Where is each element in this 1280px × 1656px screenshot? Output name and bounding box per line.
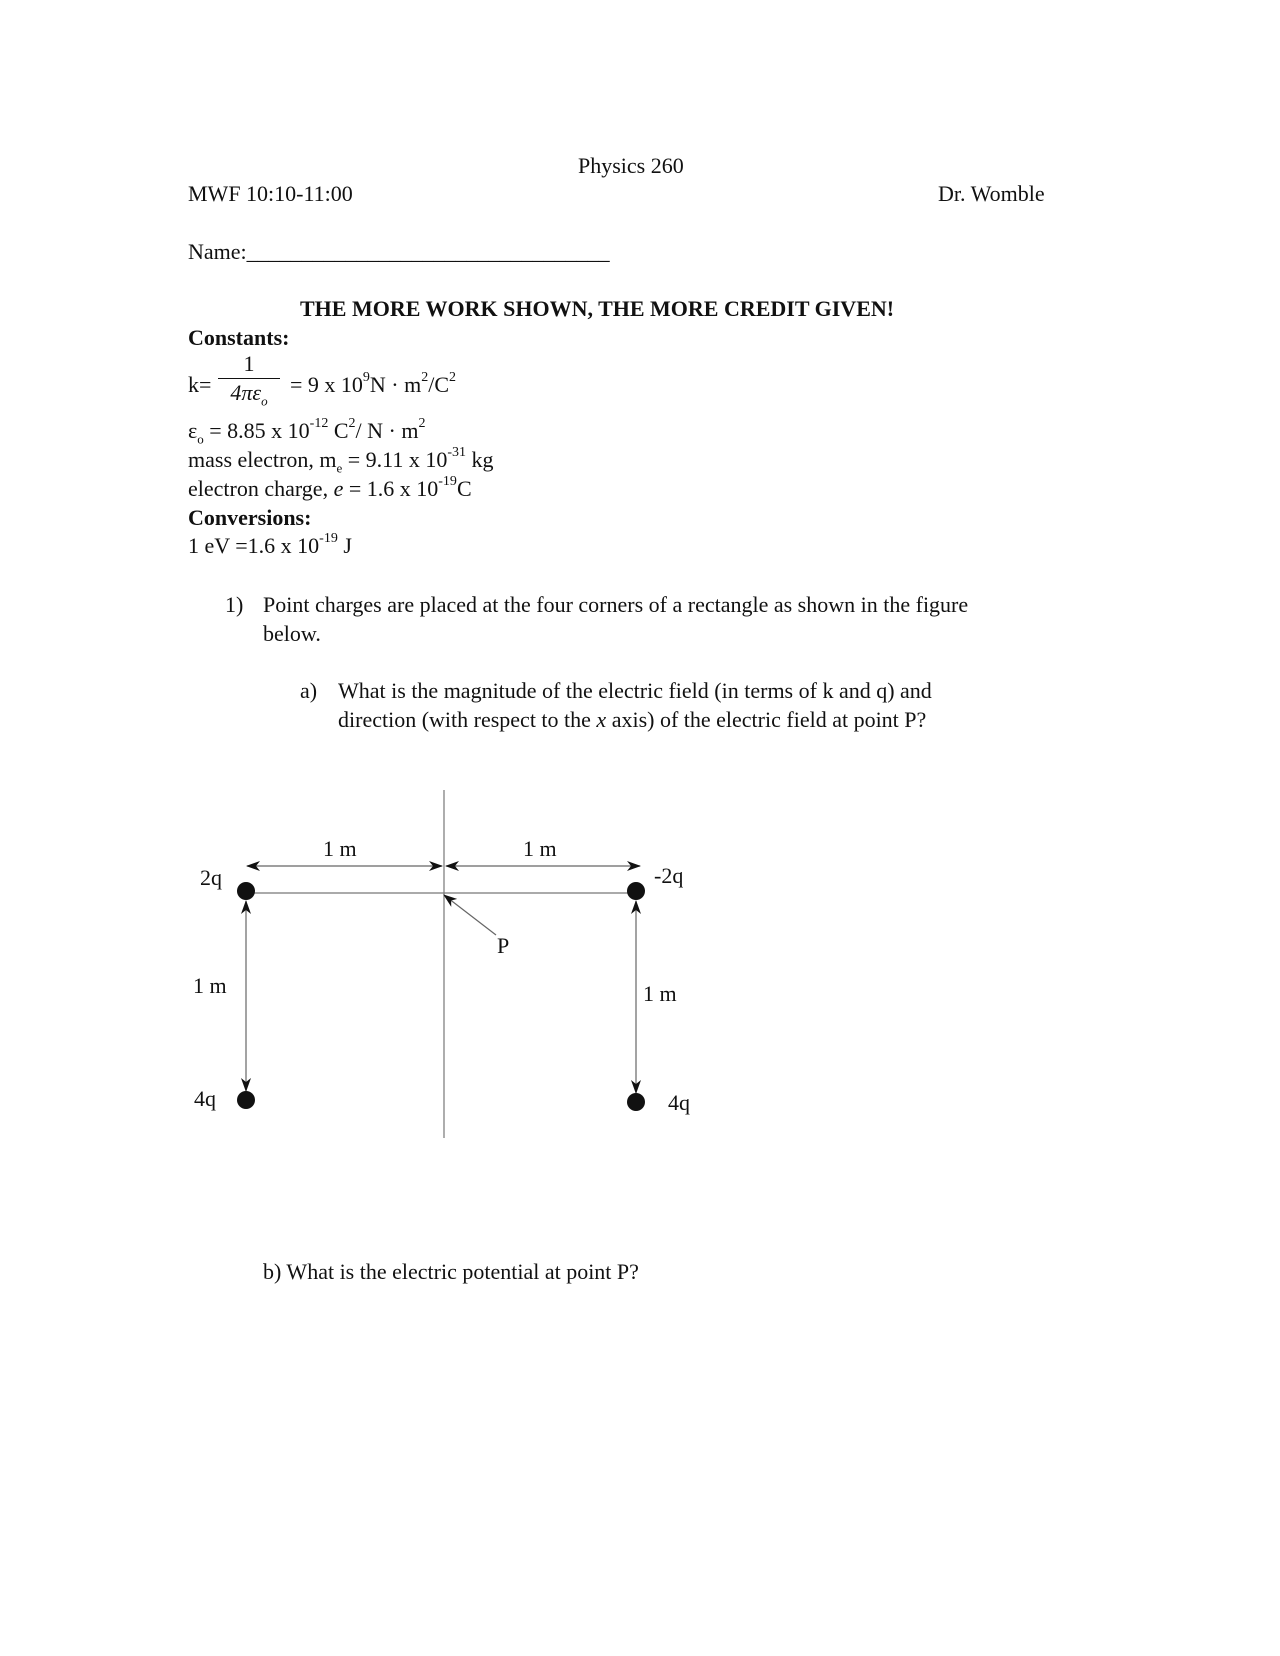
ev-conversion: 1 eV =1.6 x $10^{-19}$ J: [188, 531, 352, 558]
charge-bottom-right-label: 4q: [668, 1090, 690, 1115]
question-1-line-1: Point charges are placed at the four corners of a rectangle as shown in the figure: [263, 592, 969, 617]
electron-charge-constant: electron charge, e = 1.6 x $10^{-19}C$: [188, 474, 472, 501]
constants-heading: Constants:: [188, 325, 290, 350]
permittivity-constant: $\varepsilon_o = 8.85$ x $10^{-12}$ $C^2/$ $N \cdot m^2$: [188, 416, 426, 447]
fraction-numerator: 1: [243, 351, 255, 376]
electron-mass-constant: mass electron, $m_e = 9.11$ x $10^{-31}$ kg: [188, 445, 494, 476]
course-title: Physics 260: [578, 153, 684, 178]
charge-top-right-dot: [627, 882, 645, 900]
instructor-name: Dr. Womble: [938, 181, 1045, 206]
name-blank-line: _________________________________: [246, 239, 610, 264]
conversions-heading: Conversions:: [188, 505, 312, 530]
question-1-line-2: below.: [263, 621, 321, 646]
charge-bottom-left-label: 4q: [194, 1086, 216, 1111]
part-a-line-1: What is the magnitude of the electric field (in terms of k and q) and: [338, 678, 932, 703]
dimension-label-left-top: 1 m: [323, 836, 357, 861]
point-p-pointer-arrow: [444, 895, 496, 935]
class-schedule: MWF 10:10-11:00: [188, 181, 353, 206]
part-a-line-2: direction (with respect to the x axis) of the electric field at point P?: [338, 707, 927, 732]
dimension-label-right-top: 1 m: [523, 836, 557, 861]
fraction-denominator: $4\pi\varepsilon_o$: [230, 380, 268, 409]
charge-bottom-right-dot: [627, 1093, 645, 1111]
part-a-label: a): [300, 678, 318, 703]
charge-bottom-left-dot: [237, 1091, 255, 1109]
k-value: = 9 x $10^9N \cdot m^2/C^2$: [290, 370, 457, 397]
credit-notice: THE MORE WORK SHOWN, THE MORE CREDIT GIVEN!: [300, 296, 895, 321]
dimension-label-right-side: 1 m: [643, 981, 677, 1006]
charge-top-right-label: -2q: [654, 863, 684, 888]
name-label: Name:: [188, 239, 247, 264]
question-1-number: 1): [225, 592, 244, 617]
k-label: k=: [188, 372, 212, 397]
part-b-question: b) What is the electric potential at point P?: [263, 1259, 639, 1284]
charge-top-left-dot: [237, 882, 255, 900]
point-p-label: P: [497, 933, 510, 958]
dimension-label-left-side: 1 m: [193, 973, 227, 998]
charge-top-left-label: 2q: [200, 865, 222, 890]
